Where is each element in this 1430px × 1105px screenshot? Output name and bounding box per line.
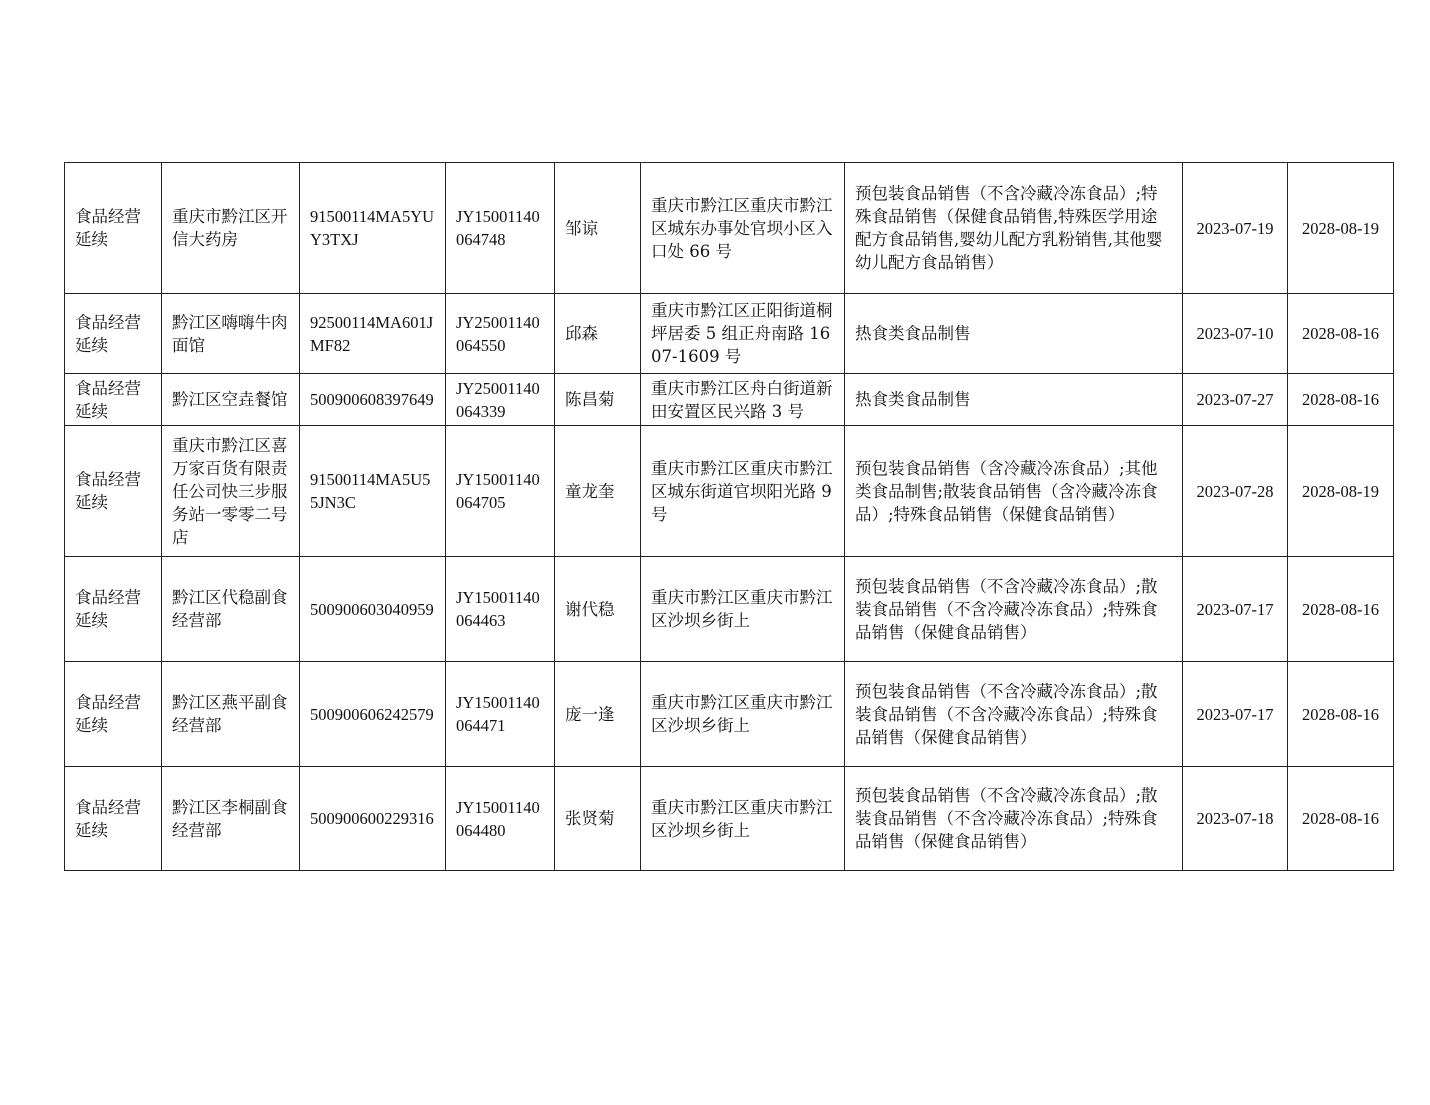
cell-type: 食品经营延续 [65,662,162,767]
table-row [65,557,1394,662]
cell-person: 陈昌菊 [555,374,641,426]
cell-expiry-date: 2028-08-16 [1288,294,1394,374]
cell-scope: 热食类食品制售 [845,374,1183,426]
cell-name: 黔江区嗨嗨牛肉面馆 [162,294,300,374]
cell-address: 重庆市黔江区重庆市黔江区沙坝乡街上 [641,662,845,767]
cell-issue-date: 2023-07-27 [1183,374,1288,426]
cell-person: 邱森 [555,294,641,374]
cell-type: 食品经营延续 [65,557,162,662]
cell-address: 重庆市黔江区重庆市黔江区城东办事处官坝小区入口处 66 号 [641,163,845,294]
cell-expiry-date: 2028-08-16 [1288,374,1394,426]
cell-issue-date: 2023-07-17 [1183,662,1288,767]
table-row [65,662,1394,767]
table-row [65,426,1394,557]
cell-issue-date: 2023-07-19 [1183,163,1288,294]
table-row [65,294,1394,374]
cell-person: 谢代稳 [555,557,641,662]
cell-credit-code: 92500114MA601JMF82 [300,294,446,374]
cell-expiry-date: 2028-08-16 [1288,662,1394,767]
cell-scope: 预包装食品销售（含冷藏冷冻食品）;其他类食品制售;散装食品销售（含冷藏冷冻食品）;特殊食品销售（保健食品销售） [845,426,1183,557]
cell-scope: 热食类食品制售 [845,294,1183,374]
cell-license-no: JY15001140064471 [446,662,555,767]
cell-credit-code: 500900600229316 [300,767,446,871]
cell-license-no: JY15001140064705 [446,426,555,557]
cell-type: 食品经营延续 [65,163,162,294]
cell-address: 重庆市黔江区重庆市黔江区城东街道官坝阳光路 9 号 [641,426,845,557]
license-table [64,162,1394,871]
cell-person: 庞一逢 [555,662,641,767]
table-row [65,374,1394,426]
cell-expiry-date: 2028-08-16 [1288,557,1394,662]
cell-address: 重庆市黔江区正阳街道桐坪居委 5 组正舟南路 1607-1609 号 [641,294,845,374]
table-row [65,163,1394,294]
cell-type: 食品经营延续 [65,294,162,374]
cell-credit-code: 500900608397649 [300,374,446,426]
cell-license-no: JY15001140064748 [446,163,555,294]
table-body [65,163,1394,871]
cell-person: 邹谅 [555,163,641,294]
cell-scope: 预包装食品销售（不含冷藏冷冻食品）;散装食品销售（不含冷藏冷冻食品）;特殊食品销售（保健食品销售） [845,767,1183,871]
cell-type: 食品经营延续 [65,426,162,557]
cell-expiry-date: 2028-08-16 [1288,767,1394,871]
cell-name: 黔江区代稳副食经营部 [162,557,300,662]
cell-license-no: JY25001140064550 [446,294,555,374]
cell-issue-date: 2023-07-10 [1183,294,1288,374]
cell-name: 黔江区燕平副食经营部 [162,662,300,767]
cell-name: 重庆市黔江区开信大药房 [162,163,300,294]
cell-credit-code: 91500114MA5YUY3TXJ [300,163,446,294]
cell-address: 重庆市黔江区舟白街道新田安置区民兴路 3 号 [641,374,845,426]
cell-address: 重庆市黔江区重庆市黔江区沙坝乡街上 [641,557,845,662]
cell-person: 张贤菊 [555,767,641,871]
cell-scope: 预包装食品销售（不含冷藏冷冻食品）;散装食品销售（不含冷藏冷冻食品）;特殊食品销售（保健食品销售） [845,557,1183,662]
cell-issue-date: 2023-07-28 [1183,426,1288,557]
cell-license-no: JY15001140064480 [446,767,555,871]
cell-name: 重庆市黔江区喜万家百货有限责任公司快三步服务站一零零二号店 [162,426,300,557]
cell-scope: 预包装食品销售（不含冷藏冷冻食品）;散装食品销售（不含冷藏冷冻食品）;特殊食品销售（保健食品销售） [845,662,1183,767]
cell-address: 重庆市黔江区重庆市黔江区沙坝乡街上 [641,767,845,871]
cell-credit-code: 500900603040959 [300,557,446,662]
cell-type: 食品经营延续 [65,767,162,871]
cell-license-no: JY25001140064339 [446,374,555,426]
cell-issue-date: 2023-07-17 [1183,557,1288,662]
cell-expiry-date: 2028-08-19 [1288,426,1394,557]
cell-name: 黔江区李桐副食经营部 [162,767,300,871]
cell-expiry-date: 2028-08-19 [1288,163,1394,294]
cell-name: 黔江区空垚餐馆 [162,374,300,426]
cell-credit-code: 500900606242579 [300,662,446,767]
cell-issue-date: 2023-07-18 [1183,767,1288,871]
cell-person: 童龙奎 [555,426,641,557]
cell-credit-code: 91500114MA5U55JN3C [300,426,446,557]
cell-type: 食品经营延续 [65,374,162,426]
cell-license-no: JY15001140064463 [446,557,555,662]
table-row [65,767,1394,871]
cell-scope: 预包装食品销售（不含冷藏冷冻食品）;特殊食品销售（保健食品销售,特殊医学用途配方食品销售,婴幼儿配方乳粉销售,其他婴幼儿配方食品销售） [845,163,1183,294]
